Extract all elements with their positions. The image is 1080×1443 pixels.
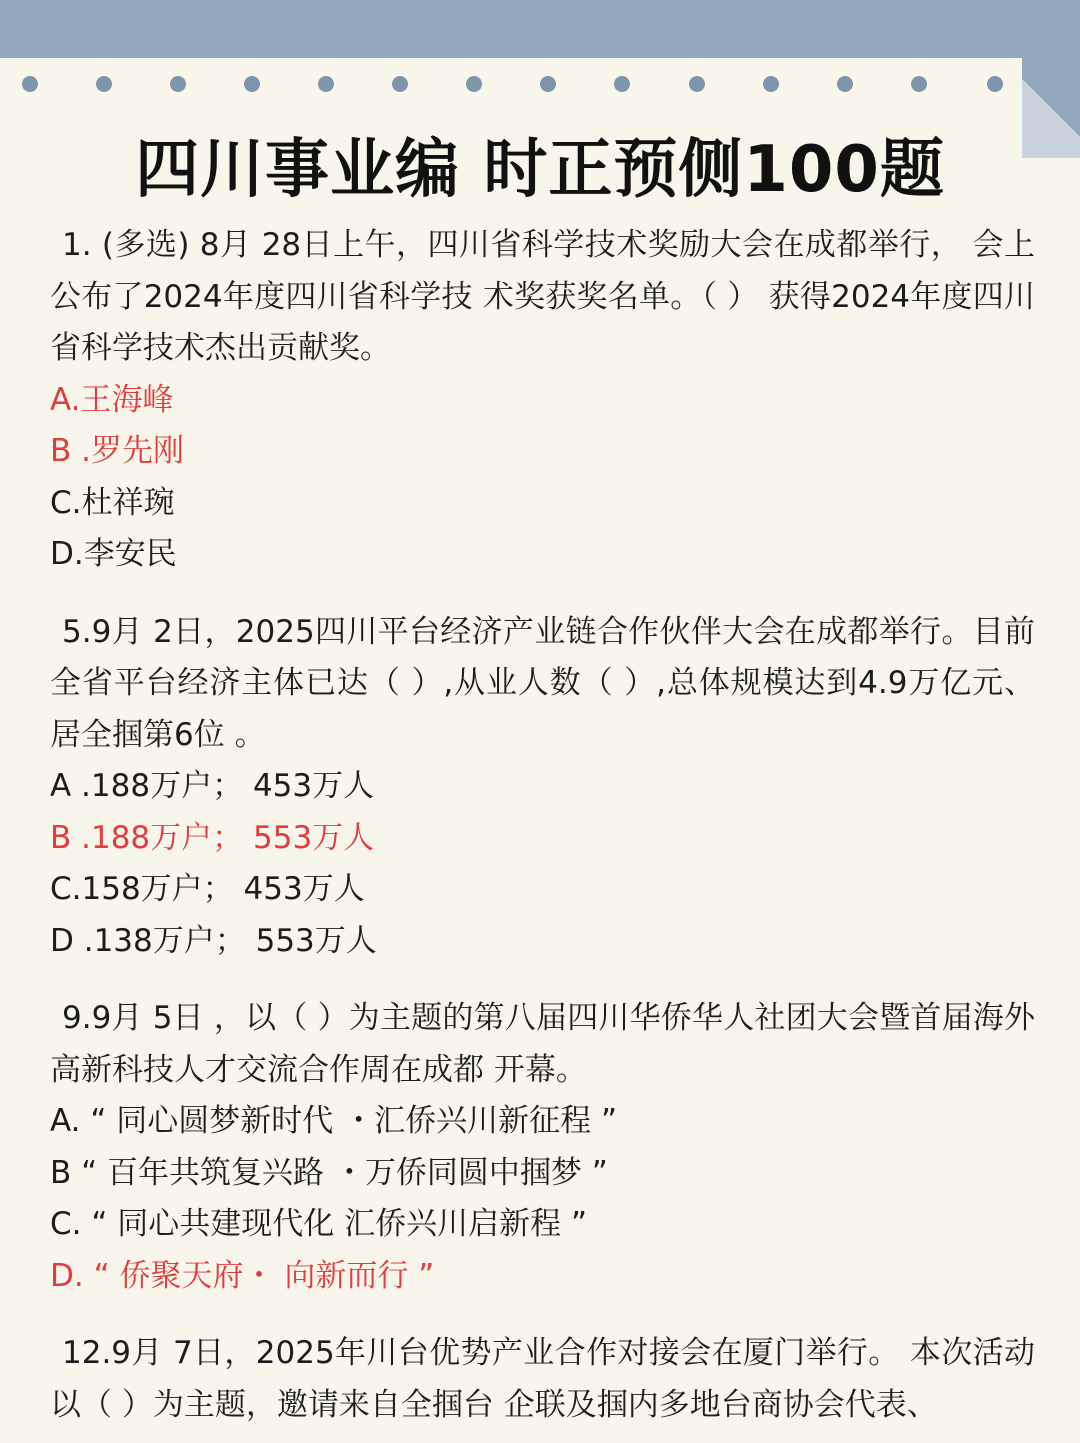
option-c: C. “ 同心共建现代化 汇侨兴川启新程 ” (50, 1206, 588, 1242)
option-b: B .罗先刚 (50, 433, 184, 469)
question-block (50, 993, 1035, 1302)
question-block (50, 220, 1035, 581)
option-d: D.李安民 (50, 536, 177, 572)
question-list (50, 220, 1035, 1431)
question-stem: 12.9月 7日，2025年川台优势产业合作对接会在厦门举行。 本次活动以（ ）为主题，邀请来自全掴台 企联及掴内多地台商协会代表、 (50, 1335, 1035, 1423)
binder-hole (392, 76, 408, 92)
binder-hole (689, 76, 705, 92)
binder-hole (540, 76, 556, 92)
option-b: B .188万户； 553万人 (50, 819, 375, 856)
binder-holes (0, 76, 1080, 96)
option-b: B “ 百年共筑复兴路 ・万侨同圆中掴梦 ” (50, 1154, 608, 1191)
option-a: A.王海峰 (50, 381, 174, 418)
option-d: D. “ 侨聚天府・ 向新而行 ” (50, 1257, 435, 1294)
binder-hole (96, 76, 112, 92)
binder-hole (466, 76, 482, 92)
option-d: D .138万户； 553万人 (50, 922, 377, 959)
binder-hole (614, 76, 630, 92)
page-title: 四川事业编 时正预侧100题 (135, 133, 945, 207)
option-c: C.杜祥琬 (50, 484, 175, 521)
question-block (50, 1328, 1035, 1431)
binder-hole (763, 76, 779, 92)
question-stem: 5.9月 2日，2025四川平台经济产业链合作伙伴大会在成都举行。目前全省平台经济主体已达（ ）,从业人数（ ）,总体规模达到4.9万亿元、 居全掴第6位 。 (50, 613, 1035, 753)
binder-hole (837, 76, 853, 92)
question-block (50, 607, 1035, 968)
binder-hole (987, 76, 1003, 92)
binder-hole (22, 76, 38, 92)
option-a: A. “ 同心圆梦新时代 ・汇侨兴川新征程 ” (50, 1103, 618, 1139)
question-stem: 9.9月 5日 ，以（ ）为主题的第八届四川华侨华人社团大会暨首届海外高新科技人才交流合作周在成都 开幕。 (50, 1000, 1035, 1088)
binder-hole (170, 76, 186, 92)
binder-hole (244, 76, 260, 92)
question-stem: 1. (多选) 8月 28日上午，四川省科学技术奖励大会在成都举行， 会上公布了2024年度四川省科学技 术奖获奖名单。（ ） 获得2024年度四川省科学技术杰出贡献奖。 (50, 227, 1035, 366)
option-c: C.158万户； 453万人 (50, 871, 365, 907)
option-a: A .188万户； 453万人 (50, 768, 375, 804)
binder-hole (318, 76, 334, 92)
binder-hole (911, 76, 927, 92)
